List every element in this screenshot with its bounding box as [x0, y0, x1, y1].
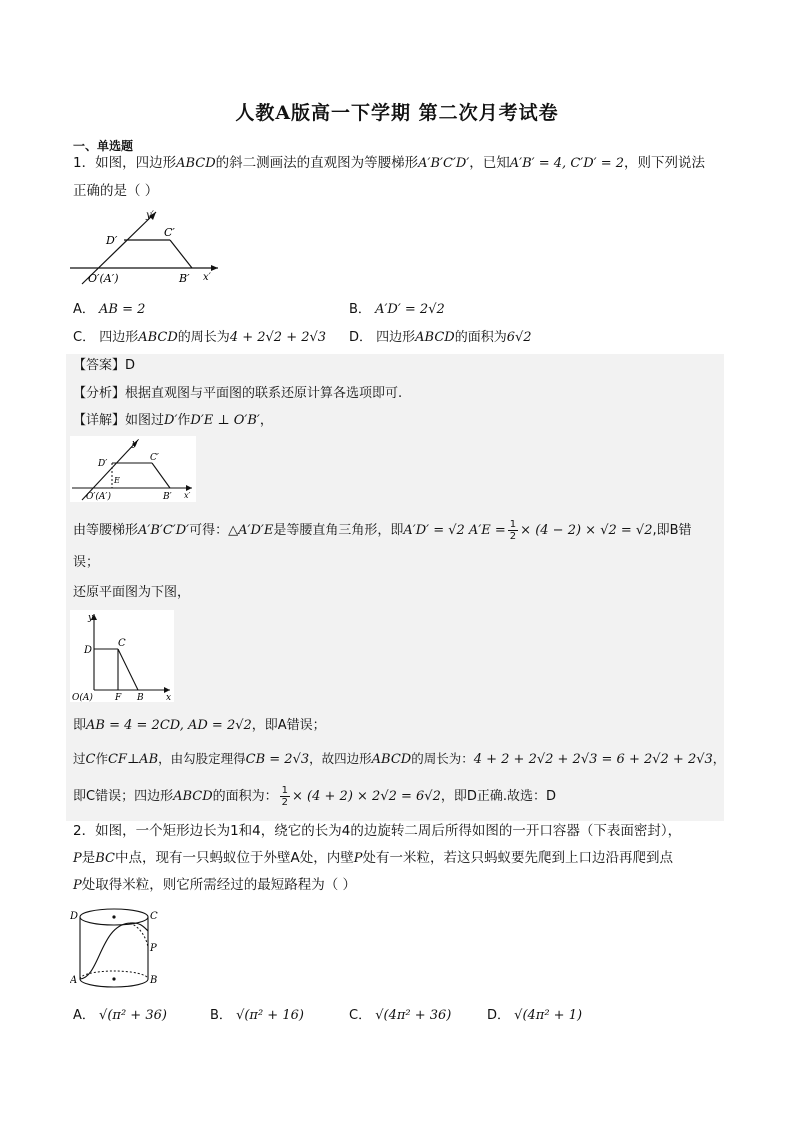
fig1-label-b: B′	[179, 272, 190, 285]
answer-figure-1	[70, 436, 196, 502]
q2-option-d: D． √(4π² + 1)	[487, 1008, 583, 1023]
fig2-label-d: D′	[98, 459, 108, 469]
q2-cylinder-figure	[70, 903, 160, 995]
answer-label: 【答案】D	[73, 358, 136, 373]
fig1-label-x: x′	[203, 272, 211, 283]
fig2-label-e: E	[114, 476, 120, 485]
fig1-label-y: y′	[146, 210, 154, 221]
fraction-half-2: $\frac{1}{2}$	[281, 785, 289, 808]
q1-option-d: D． 四边形ABCD的面积为6√2	[349, 330, 532, 345]
fig2-label-o: O′(A′)	[86, 492, 111, 502]
q2-option-a: A． √(π² + 36)	[73, 1008, 167, 1023]
fig4-label-b: B	[150, 975, 158, 986]
fig3-label-c: C	[118, 638, 126, 649]
answer-figure-2	[70, 610, 174, 702]
fig2-label-x: x′	[184, 491, 191, 500]
q1-line1: 1．如图，四边形ABCD的斜二测画法的直观图为等腰梯形A′B′C′D′，已知A′B′ = 4, C′D′ = 2，则下列说法	[73, 155, 706, 171]
q2-option-c: C． √(4π² + 36)	[349, 1008, 452, 1023]
fig2-label-y: y′	[132, 439, 140, 449]
fig2-label-c: C′	[150, 453, 159, 463]
fig3-label-o: O(A)	[72, 693, 93, 702]
fig3-label-d: D	[84, 645, 93, 656]
answer-analysis: 【分析】根据直观图与平面图的联系还原计算各选项即可.	[73, 386, 403, 401]
q1-figure	[68, 206, 228, 288]
section-heading: 一、单选题	[73, 139, 134, 153]
fig1-label-o: O′(A′)	[88, 272, 119, 285]
q1-option-b: B． A′D′ = 2√2	[349, 302, 445, 317]
answer-line-c: 还原平面图为下图，	[73, 585, 191, 600]
q1-option-a: A． AB = 2	[73, 302, 146, 317]
q2-line2: P是BC中点，现有一只蚂蚁位于外壁A处，内壁P处有一米粒，若这只蚂蚁要先爬到上口边沿再爬到点	[73, 850, 673, 866]
fig1-label-d: D′	[106, 234, 118, 247]
q1-line2: 正确的是（ ）	[73, 183, 159, 199]
fig2-label-b: B′	[163, 492, 172, 502]
answer-line-f: 即C错误；四边形ABCD的面积为： $\frac{1}{2}$ × (4 + 2) × 2√2 = 6√2，即D正确.故选：D	[73, 785, 557, 808]
q2-line1: 2．如图，一个矩形边长为1和4，绕它的长为4的边旋转二周后所得如图的一开口容器（下表面密封），	[73, 823, 682, 839]
answer-line-a: 由等腰梯形A′B′C′D′可得：△A′D′E是等腰直角三角形，即A′D′ = √2 A′E = $\frac{1}{2}$ × (4 − 2) × √2 = √2,即B错	[73, 519, 692, 542]
fig4-label-a: A	[70, 975, 78, 986]
fig1-label-c: C′	[164, 226, 175, 239]
fig3-label-f: F	[115, 693, 122, 702]
answer-line-b: 误；	[73, 555, 100, 570]
fig4-label-c: C	[150, 911, 158, 922]
fraction-half-1: $\frac{1}{2}$	[509, 519, 517, 542]
answer-line-d: 即AB = 4 = 2CD, AD = 2√2，即A错误；	[73, 718, 326, 733]
page-title: 人教A版高一下学期 第二次月考试卷	[235, 102, 559, 124]
answer-line-e: 过C作CF⊥AB，由勾股定理得CB = 2√3，故四边形ABCD的周长为：4 + 2 + 2√2 + 2√3 = 6 + 2√2 + 2√3，	[73, 751, 726, 767]
fig4-label-d: D	[70, 911, 79, 922]
answer-detail: 【详解】如图过D′作D′E ⊥ O′B′，	[73, 413, 273, 428]
q2-option-b: B． √(π² + 16)	[210, 1008, 304, 1023]
fig3-label-x: x	[166, 693, 172, 702]
q1-option-c: C． 四边形ABCD的周长为4 + 2√2 + 2√3	[73, 330, 327, 345]
q2-line3: P处取得米粒，则它所需经过的最短路程为（ ）	[73, 877, 357, 893]
fig4-label-p: P	[150, 943, 157, 954]
fig3-label-y: y	[88, 613, 94, 623]
fig3-label-b: B	[137, 693, 144, 702]
